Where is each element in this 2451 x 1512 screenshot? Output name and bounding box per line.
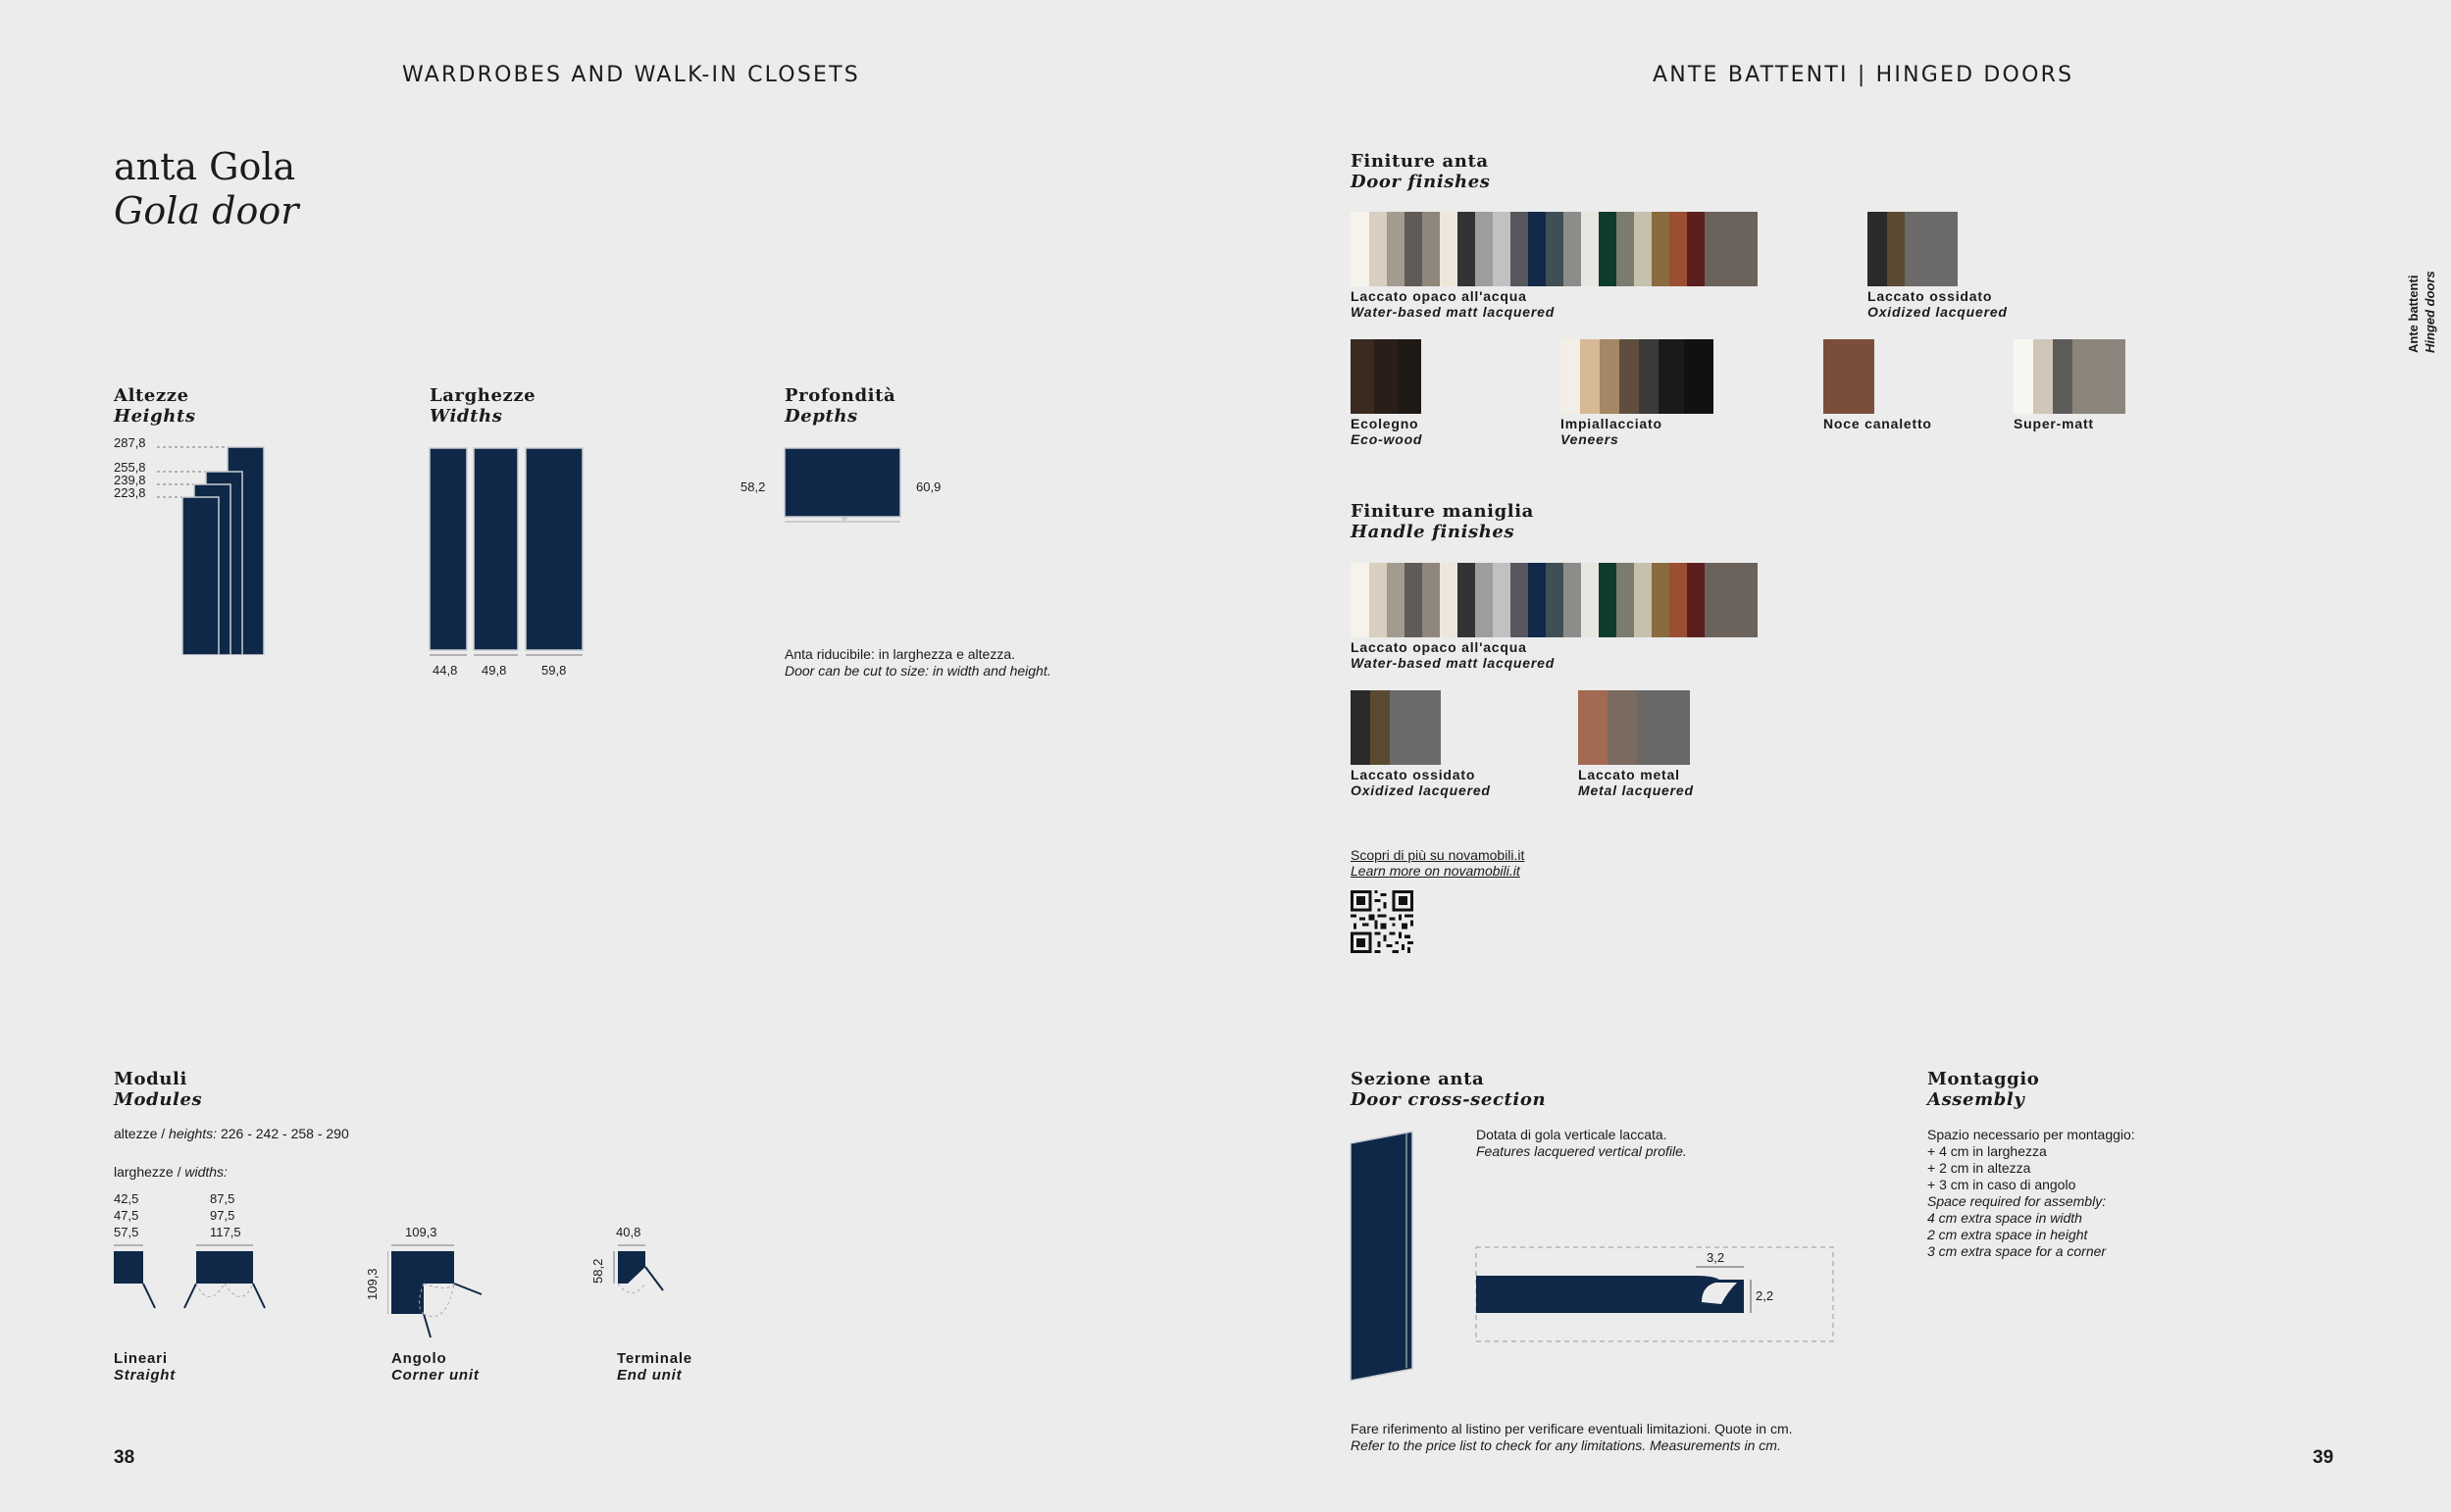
header-right: ANTE BATTENTI | HINGED DOORS	[1653, 63, 2074, 87]
corner-caption: Angolo Corner unit	[391, 1350, 480, 1384]
end-height-value: 58,2	[590, 1258, 605, 1284]
height-value: 239,8	[114, 473, 146, 487]
color-swatch	[1510, 563, 1528, 637]
color-swatch	[1546, 212, 1563, 286]
color-swatch	[1705, 212, 1758, 286]
color-swatch	[1887, 212, 1905, 286]
color-swatch	[1528, 563, 1546, 637]
color-swatch	[1637, 690, 1690, 765]
color-swatch	[1370, 690, 1390, 765]
color-swatch	[1493, 212, 1510, 286]
color-swatch	[2072, 339, 2125, 414]
color-swatch	[1440, 212, 1457, 286]
page-number-right: 39	[2313, 1447, 2334, 1468]
swatch-strip	[1578, 690, 1694, 765]
color-swatch	[1687, 212, 1705, 286]
color-swatch	[1634, 563, 1652, 637]
corner-width-value: 109,3	[405, 1225, 437, 1239]
swatch-group: Laccato ossidato Oxidized lacquered	[1867, 212, 2008, 320]
color-swatch	[1510, 212, 1528, 286]
color-swatch	[1823, 339, 1874, 414]
corner-height-value: 109,3	[365, 1268, 380, 1300]
cross-section-door-diagram	[1348, 1130, 1418, 1386]
swatch-group: Laccato metal Metal lacquered	[1578, 690, 1694, 798]
depths-diagram	[782, 445, 909, 526]
footer-note-en: Refer to the price list to check for any limitations. Measurements in cm.	[1351, 1437, 1781, 1453]
color-swatch	[1560, 339, 1580, 414]
color-swatch	[2033, 339, 2053, 414]
color-swatch	[1440, 563, 1457, 637]
page-subtitle: Gola door	[114, 189, 299, 232]
handle-finishes-label: Finiture maniglia	[1351, 501, 1534, 522]
height-value: 223,8	[114, 485, 146, 500]
depths-note: Anta riducibile: in larghezza e altezza.	[785, 646, 1016, 662]
assembly-section	[1927, 1069, 2039, 1110]
color-swatch	[1659, 339, 1684, 414]
swatch-strip	[1351, 339, 1422, 414]
heights-label-en: Heights	[114, 406, 196, 427]
color-swatch	[1639, 339, 1659, 414]
color-swatch	[1652, 563, 1669, 637]
color-swatch	[1563, 563, 1581, 637]
widths-label-en: Widths	[430, 406, 503, 427]
cross-section-note: Dotata di gola verticale laccata.	[1476, 1127, 1667, 1142]
website-link[interactable]: Scopri di più su novamobili.it Learn more on novamobili.it	[1351, 847, 1525, 879]
color-swatch	[1652, 212, 1669, 286]
modules-col2: 87,5 97,5 117,5	[210, 1191, 241, 1239]
color-swatch	[1684, 339, 1713, 414]
color-swatch	[1387, 212, 1404, 286]
cross-section-profile-diagram	[1474, 1245, 1835, 1345]
color-swatch	[1581, 563, 1599, 637]
color-swatch	[1404, 212, 1422, 286]
swatch-group: Noce canaletto	[1823, 339, 1932, 431]
widths-label: Larghezze	[430, 385, 536, 406]
swatch-group: Laccato opaco all'acqua Water-based matt lacquered	[1351, 563, 1758, 671]
color-swatch	[1634, 212, 1652, 286]
color-swatch	[1493, 563, 1510, 637]
depth-right-value: 60,9	[916, 479, 942, 494]
swatch-strip	[1351, 212, 1758, 286]
color-swatch	[1351, 563, 1369, 637]
widths-diagram	[428, 446, 594, 657]
swatch-strip	[1560, 339, 1713, 414]
color-swatch	[1369, 212, 1387, 286]
footer-note: Fare riferimento al listino per verificare eventuali limitazioni. Quote in cm.	[1351, 1421, 1793, 1436]
depth-left-value: 58,2	[740, 479, 766, 494]
modules-heights: altezze / heights: 226 - 242 - 258 - 290	[114, 1126, 349, 1141]
cross-section-label-en: Door cross-section	[1351, 1089, 1547, 1110]
swatch-group: Impiallacciato Veneers	[1560, 339, 1713, 447]
corner-module-diagram	[387, 1241, 495, 1339]
color-swatch	[1398, 339, 1421, 414]
profile-height-value: 2,2	[1756, 1288, 1774, 1303]
color-swatch	[1616, 563, 1634, 637]
door-finishes-label-en: Door finishes	[1351, 172, 1491, 192]
depths-label: Profondità	[785, 385, 896, 406]
heights-label: Altezze	[114, 385, 189, 406]
qr-code-icon[interactable]	[1351, 890, 1413, 953]
assembly-text: Spazio necessario per montaggio: + 4 cm in larghezza + 2 cm in altezza + 3 cm in caso di angolo Space required for assembly: 4 cm extra space in width 2 cm extra space in height 3 cm extra space for a corner	[1927, 1127, 2135, 1259]
color-swatch	[1528, 212, 1546, 286]
page-number-left: 38	[114, 1447, 135, 1468]
width-value: 49,8	[482, 663, 507, 678]
swatch-group: Ecolegno Eco-wood	[1351, 339, 1422, 447]
color-swatch	[1546, 563, 1563, 637]
modules-widths: larghezze / widths:	[114, 1164, 228, 1180]
color-swatch	[1457, 563, 1475, 637]
cross-section-section	[1351, 1069, 1546, 1110]
color-swatch	[1390, 690, 1441, 765]
color-swatch	[1351, 690, 1370, 765]
end-width-value: 40,8	[616, 1225, 641, 1239]
height-value: 255,8	[114, 460, 146, 475]
swatch-strip	[1867, 212, 2008, 286]
page-title: anta Gola	[114, 145, 296, 188]
straight-modules-diagram	[110, 1241, 277, 1312]
assembly-label: Montaggio	[1927, 1069, 2040, 1089]
end-module-diagram	[612, 1241, 671, 1310]
color-swatch	[1422, 212, 1440, 286]
cross-section-note-en: Features lacquered vertical profile.	[1476, 1143, 1687, 1159]
depths-note-en: Door can be cut to size: in width and height.	[785, 663, 1051, 679]
color-swatch	[1351, 212, 1369, 286]
end-caption: Terminale End unit	[617, 1350, 692, 1384]
color-swatch	[1351, 339, 1374, 414]
height-value: 287,8	[114, 435, 146, 450]
color-swatch	[1905, 212, 1958, 286]
side-label: Ante battenti Hinged doors	[2406, 271, 2437, 353]
door-finishes-label: Finiture anta	[1351, 151, 1489, 172]
color-swatch	[1669, 212, 1687, 286]
heights-diagram	[157, 439, 275, 655]
color-swatch	[1475, 212, 1493, 286]
heights-section	[114, 385, 196, 427]
straight-caption: Lineari Straight	[114, 1350, 177, 1384]
color-swatch	[1599, 212, 1616, 286]
color-swatch	[1475, 563, 1493, 637]
color-swatch	[1404, 563, 1422, 637]
color-swatch	[1387, 563, 1404, 637]
color-swatch	[1600, 339, 1619, 414]
color-swatch	[1599, 563, 1616, 637]
color-swatch	[1619, 339, 1639, 414]
depths-section	[785, 385, 895, 427]
color-swatch	[1374, 339, 1398, 414]
color-swatch	[1867, 212, 1887, 286]
assembly-label-en: Assembly	[1927, 1089, 2025, 1110]
profile-width-value: 3,2	[1707, 1250, 1725, 1265]
modules-label-en: Modules	[114, 1089, 203, 1110]
handle-finishes-section	[1351, 501, 1534, 542]
header-left: WARDROBES AND WALK-IN CLOSETS	[402, 63, 860, 87]
color-swatch	[2014, 339, 2033, 414]
color-swatch	[1608, 690, 1637, 765]
color-swatch	[1687, 563, 1705, 637]
widths-section	[430, 385, 536, 427]
color-swatch	[1616, 212, 1634, 286]
cross-section-label: Sezione anta	[1351, 1069, 1485, 1089]
modules-section	[114, 1069, 202, 1110]
color-swatch	[1457, 212, 1475, 286]
color-swatch	[1705, 563, 1758, 637]
swatch-group: Super-matt	[2014, 339, 2125, 431]
swatch-strip	[2014, 339, 2125, 414]
color-swatch	[1580, 339, 1600, 414]
color-swatch	[1578, 690, 1608, 765]
swatch-strip	[1823, 339, 1932, 414]
swatch-group: Laccato ossidato Oxidized lacquered	[1351, 690, 1491, 798]
color-swatch	[1669, 563, 1687, 637]
width-value: 59,8	[541, 663, 567, 678]
door-finishes-section	[1351, 151, 1490, 192]
width-value: 44,8	[433, 663, 458, 678]
swatch-group: Laccato opaco all'acqua Water-based matt lacquered	[1351, 212, 1758, 320]
swatch-strip	[1351, 563, 1758, 637]
modules-col1: 42,5 47,5 57,5	[114, 1191, 139, 1239]
color-swatch	[1422, 563, 1440, 637]
handle-finishes-label-en: Handle finishes	[1351, 522, 1515, 542]
color-swatch	[1369, 563, 1387, 637]
swatch-strip	[1351, 690, 1491, 765]
color-swatch	[1563, 212, 1581, 286]
depths-label-en: Depths	[785, 406, 858, 427]
color-swatch	[1581, 212, 1599, 286]
color-swatch	[2053, 339, 2072, 414]
modules-label: Moduli	[114, 1069, 187, 1089]
